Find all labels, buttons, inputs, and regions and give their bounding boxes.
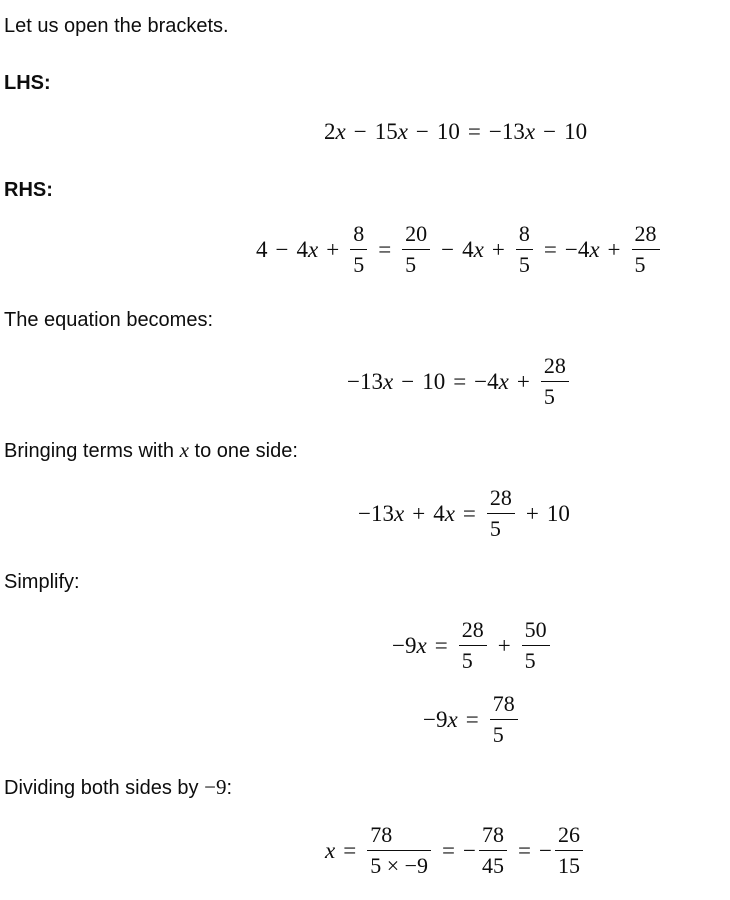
fraction: $\frac{28}{5}$ [541, 354, 569, 409]
rhs-heading: RHS: [4, 179, 53, 201]
fraction: $\frac{78}{45}$ [479, 823, 507, 878]
fraction: $\frac{78}{5 \times -9}$ [367, 823, 431, 878]
rhs-equation: 4 − 4 x + $\frac{8}{5}$ = $\frac{20}{5}$ − 4 x + $\frac{8}{5}$ = −4 x + $\frac{28}{5}$ [256, 222, 663, 277]
bringing-text: Bringing terms with x to one side: [4, 438, 298, 462]
simplify-equation-2: −9 x = $\frac{78}{5}$ [423, 692, 521, 747]
fraction: $\frac{28}{5}$ [487, 486, 515, 541]
fraction: $\frac{78}{5}$ [490, 692, 518, 747]
intro-text: Let us open the brackets. [4, 15, 229, 37]
becomes-text: The equation becomes: [4, 309, 214, 331]
becomes-equation: −13 x − 10 = −4 x + $\frac{28}{5}$ [347, 354, 572, 409]
fraction: $\frac{26}{15}$ [555, 823, 583, 878]
inline-variable: x [179, 438, 189, 462]
dividing-equation: x = $\frac{78}{5 \times -9}$ = − $\frac{78}{45}$ = − $\frac{26}{15}$ [325, 823, 586, 878]
simplify-equation-1: −9 x = $\frac{28}{5}$ + $\frac{50}{5}$ [392, 618, 553, 673]
lhs-heading: LHS: [4, 72, 51, 94]
simplify-text: Simplify: [4, 571, 80, 593]
inline-divisor: −9 [204, 775, 227, 799]
bringing-equation: −13 x + 4 x = $\frac{28}{5}$ + 10 [358, 485, 570, 541]
fraction: $\frac{28}{5}$ [459, 618, 487, 673]
fraction: $\frac{50}{5}$ [522, 618, 550, 673]
fraction: $\frac{8}{5}$ [516, 222, 533, 277]
fraction: $\frac{8}{5}$ [350, 222, 367, 277]
dividing-text: Dividing both sides by −9: [4, 775, 233, 799]
fraction: $\frac{20}{5}$ [402, 222, 430, 277]
lhs-equation: 2 x − 15 x − 10 = −13 x − 10 [324, 119, 588, 144]
fraction: $\frac{28}{5}$ [632, 222, 660, 277]
